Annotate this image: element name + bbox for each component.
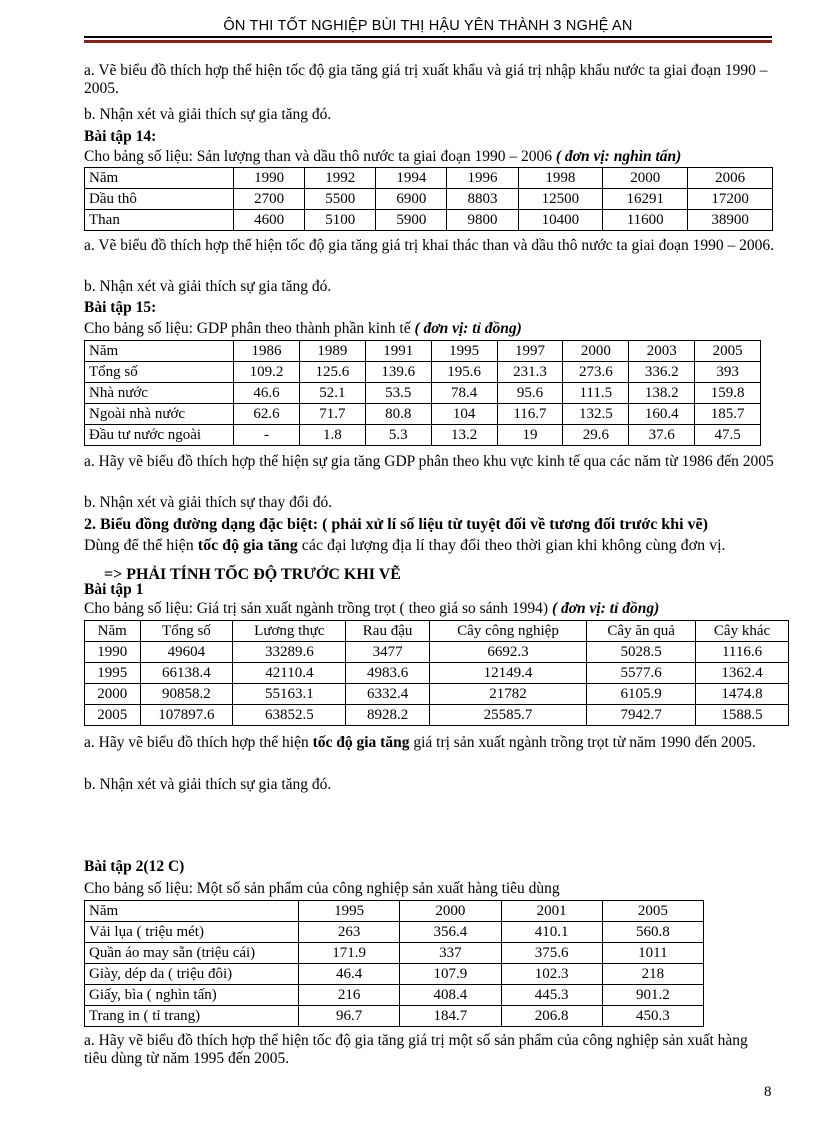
table-cell: 2005 xyxy=(85,705,141,726)
table-cell: 29.6 xyxy=(563,425,629,446)
table-cell: Quần áo may sẵn (triệu cái) xyxy=(85,943,299,964)
table-cell: 1362.4 xyxy=(696,663,789,684)
ex2-caption: Cho bảng số liệu: Một số sản phẩm của công nghiệp sản xuất hàng tiêu dùng xyxy=(84,880,560,897)
table-cell: 107897.6 xyxy=(140,705,233,726)
table-cell: 62.6 xyxy=(234,404,300,425)
table-cell: 4600 xyxy=(234,210,305,231)
table-cell: - xyxy=(234,425,300,446)
section2-desc-bold: tốc độ gia tăng xyxy=(197,537,298,554)
table-cell: 139.6 xyxy=(365,362,431,383)
table-cell: 218 xyxy=(602,964,703,985)
table-cell: 1011 xyxy=(602,943,703,964)
table-row xyxy=(85,943,704,964)
table-cell: 80.8 xyxy=(365,404,431,425)
table-cell: 78.4 xyxy=(431,383,497,404)
table-cell: 102.3 xyxy=(501,964,602,985)
table-cell: 337 xyxy=(400,943,501,964)
table-cell: 1990 xyxy=(85,642,141,663)
table-cell: 55163.1 xyxy=(233,684,346,705)
table-cell: 2000 xyxy=(563,341,629,362)
table-cell: 2000 xyxy=(400,901,501,922)
table-cell: 5100 xyxy=(305,210,376,231)
table-cell: 273.6 xyxy=(563,362,629,383)
table-cell: 185.7 xyxy=(695,404,761,425)
ex14-caption xyxy=(84,148,774,166)
table-cell: 231.3 xyxy=(497,362,563,383)
section2-arrow-note: => PHẢI TÍNH TỐC ĐỘ TRƯỚC KHI VẼ xyxy=(104,566,401,583)
ex1-title: Bài tập 1 xyxy=(84,581,144,598)
table-cell: 356.4 xyxy=(400,922,501,943)
table-row xyxy=(85,663,789,684)
table-cell: Ngoài nhà nước xyxy=(85,404,234,425)
table-cell: 1986 xyxy=(234,341,300,362)
table-row xyxy=(85,1006,704,1027)
table-row xyxy=(85,642,789,663)
table-cell: 6900 xyxy=(376,189,447,210)
ex15-caption xyxy=(84,320,774,338)
table-cell: 111.5 xyxy=(563,383,629,404)
table-cell: 445.3 xyxy=(501,985,602,1006)
table-row xyxy=(85,964,704,985)
table-cell: 1116.6 xyxy=(696,642,789,663)
table-cell: 1.8 xyxy=(299,425,365,446)
table-cell: 95.6 xyxy=(497,383,563,404)
table-cell: 195.6 xyxy=(431,362,497,383)
table-cell: 1995 xyxy=(299,901,400,922)
ex1-caption xyxy=(84,600,774,618)
table-cell: Năm xyxy=(85,621,141,642)
table-row xyxy=(85,362,761,383)
table-cell: 66138.4 xyxy=(140,663,233,684)
table-cell: 1996 xyxy=(447,168,518,189)
table-cell: Năm xyxy=(85,901,299,922)
table-cell: Than xyxy=(85,210,234,231)
table-cell: 25585.7 xyxy=(429,705,586,726)
ex2-title: Bài tập 2(12 C) xyxy=(84,858,185,875)
table-cell: 21782 xyxy=(429,684,586,705)
table-cell: 47.5 xyxy=(695,425,761,446)
ex1-task-b: b. Nhận xét và giải thích sự gia tăng đó. xyxy=(84,776,332,793)
ex15-task-a: a. Hãy vẽ biểu đồ thích hợp thể hiện sự gia tăng GDP phân theo khu vực kinh tế qua các năm từ 1986 đến 2005 xyxy=(84,453,774,470)
section2-desc-pre: Dùng để thể hiện xyxy=(84,537,198,554)
ex2-table xyxy=(84,900,704,1027)
table-cell: 71.7 xyxy=(299,404,365,425)
header-rule xyxy=(84,36,772,38)
table-cell: 1989 xyxy=(299,341,365,362)
table-cell: 8803 xyxy=(447,189,518,210)
table-cell: 1997 xyxy=(497,341,563,362)
intro-task-a: a. Vẽ biểu đồ thích hợp thể hiện tốc độ gia tăng giá trị xuất khẩu và giá trị nhập khẩu nước ta giai đoạn 1990 – 2005. xyxy=(84,62,768,97)
table-cell: 410.1 xyxy=(501,922,602,943)
table-cell: 33289.6 xyxy=(233,642,346,663)
table-cell: 1588.5 xyxy=(696,705,789,726)
table-row xyxy=(85,621,789,642)
table-cell: 42110.4 xyxy=(233,663,346,684)
table-cell: 52.1 xyxy=(299,383,365,404)
table-cell: 216 xyxy=(299,985,400,1006)
section2-heading: 2. Biểu đồng đường dạng đặc biệt: ( phải xử lí số liệu từ tuyệt đối về tương đối trước khi vẽ) xyxy=(84,516,708,533)
ex1-task-a-pre: a. Hãy vẽ biểu đồ thích hợp thể hiện xyxy=(84,734,313,751)
table-cell: 6332.4 xyxy=(346,684,429,705)
table-cell: 171.9 xyxy=(299,943,400,964)
ex15-task-b: b. Nhận xét và giải thích sự thay đổi đó. xyxy=(84,494,333,511)
table-cell: 1994 xyxy=(376,168,447,189)
table-row xyxy=(85,705,789,726)
ex14-task-a: a. Vẽ biểu đồ thích hợp thể hiện tốc độ gia tăng giá trị khai thác than và dầu thô nước ta giai đoạn 1990 – 2006. xyxy=(84,237,774,254)
table-cell: 53.5 xyxy=(365,383,431,404)
table-cell: 2000 xyxy=(603,168,688,189)
table-cell: Giấy, bìa ( nghìn tấn) xyxy=(85,985,299,1006)
table-cell: Dầu thô xyxy=(85,189,234,210)
table-cell: 263 xyxy=(299,922,400,943)
table-cell: 206.8 xyxy=(501,1006,602,1027)
table-cell: 10400 xyxy=(518,210,603,231)
table-cell: 1991 xyxy=(365,341,431,362)
ex1-task-a-post: giá trị sản xuất ngành trồng trọt từ năm 1990 đến 2005. xyxy=(409,734,756,751)
table-cell: 6105.9 xyxy=(587,684,696,705)
table-cell: 159.8 xyxy=(695,383,761,404)
table-cell: 104 xyxy=(431,404,497,425)
table-row xyxy=(85,210,773,231)
table-cell: Trang in ( tỉ trang) xyxy=(85,1006,299,1027)
table-cell: Cây công nghiệp xyxy=(429,621,586,642)
table-cell: 393 xyxy=(695,362,761,383)
table-cell: 116.7 xyxy=(497,404,563,425)
ex1-task-a xyxy=(84,734,774,752)
ex14-title: Bài tập 14: xyxy=(84,128,157,145)
ex14-task-b: b. Nhận xét và giải thích sự gia tăng đó. xyxy=(84,278,332,295)
page-number: 8 xyxy=(764,1084,772,1100)
table-cell: 19 xyxy=(497,425,563,446)
table-cell: 7942.7 xyxy=(587,705,696,726)
table-cell: 2000 xyxy=(85,684,141,705)
table-cell: 109.2 xyxy=(234,362,300,383)
table-row xyxy=(85,901,704,922)
table-cell: 37.6 xyxy=(629,425,695,446)
ex15-table xyxy=(84,340,761,446)
table-cell: 2003 xyxy=(629,341,695,362)
table-row xyxy=(85,425,761,446)
ex1-unit: ( đơn vị: tỉ đồng) xyxy=(551,600,660,617)
table-cell: Tổng số xyxy=(140,621,233,642)
table-cell: 184.7 xyxy=(400,1006,501,1027)
ex2-task-a: a. Hãy vẽ biểu đồ thích hợp thể hiện tốc độ gia tăng giá trị một số sản phẩm của công nghiệp sản xuất hàng tiêu dùng từ năm 1995 đến 2005. xyxy=(84,1032,748,1067)
section2-desc xyxy=(84,537,774,555)
table-cell: Nhà nước xyxy=(85,383,234,404)
header-rule-accent xyxy=(84,40,772,43)
table-cell: 1998 xyxy=(518,168,603,189)
table-cell: 5900 xyxy=(376,210,447,231)
table-cell: Rau đậu xyxy=(346,621,429,642)
table-cell: 5577.6 xyxy=(587,663,696,684)
ex14-unit: ( đơn vị: nghìn tấn) xyxy=(555,148,682,165)
table-cell: 560.8 xyxy=(602,922,703,943)
table-cell: 375.6 xyxy=(501,943,602,964)
table-cell: 2005 xyxy=(695,341,761,362)
table-cell: Cây khác xyxy=(696,621,789,642)
table-cell: 138.2 xyxy=(629,383,695,404)
table-cell: Cây ăn quả xyxy=(587,621,696,642)
table-cell: 408.4 xyxy=(400,985,501,1006)
ex15-caption-text: Cho bảng số liệu: GDP phân theo thành phần kinh tế xyxy=(84,320,415,337)
table-cell: Giày, dép da ( triệu đôi) xyxy=(85,964,299,985)
section2-desc-post: các đại lượng địa lí thay đổi theo thời gian khi không cùng đơn vị. xyxy=(297,537,726,554)
table-cell: 132.5 xyxy=(563,404,629,425)
table-cell: Năm xyxy=(85,341,234,362)
ex1-caption-text: Cho bảng số liệu: Giá trị sản xuất ngành trồng trọt ( theo giá so sánh 1994) xyxy=(84,600,552,617)
table-row xyxy=(85,189,773,210)
table-cell: 12149.4 xyxy=(429,663,586,684)
ex14-table xyxy=(84,167,773,231)
table-cell: 1995 xyxy=(431,341,497,362)
table-cell: 5.3 xyxy=(365,425,431,446)
table-cell: 1474.8 xyxy=(696,684,789,705)
table-cell: 2700 xyxy=(234,189,305,210)
table-cell: Lương thực xyxy=(233,621,346,642)
table-cell: 2001 xyxy=(501,901,602,922)
table-cell: Năm xyxy=(85,168,234,189)
table-cell: 12500 xyxy=(518,189,603,210)
table-cell: 9800 xyxy=(447,210,518,231)
table-cell: 901.2 xyxy=(602,985,703,1006)
table-cell: 16291 xyxy=(603,189,688,210)
table-cell: 96.7 xyxy=(299,1006,400,1027)
table-cell: 6692.3 xyxy=(429,642,586,663)
table-cell: 46.4 xyxy=(299,964,400,985)
ex15-unit: ( đơn vị: tỉ đồng) xyxy=(414,320,522,337)
intro-task-b: b. Nhận xét và giải thích sự gia tăng đó. xyxy=(84,106,332,123)
table-cell: 1992 xyxy=(305,168,376,189)
page-header: ÔN THI TỐT NGHIỆP BÙI THỊ HẬU YÊN THÀNH 3 NGHỆ AN xyxy=(223,18,633,34)
table-row xyxy=(85,922,704,943)
table-cell: 160.4 xyxy=(629,404,695,425)
table-cell: Đầu tư nước ngoài xyxy=(85,425,234,446)
table-row xyxy=(85,404,761,425)
table-cell: Tổng số xyxy=(85,362,234,383)
table-cell: 4983.6 xyxy=(346,663,429,684)
table-cell: 107.9 xyxy=(400,964,501,985)
table-cell: 63852.5 xyxy=(233,705,346,726)
table-cell: 3477 xyxy=(346,642,429,663)
ex15-title: Bài tập 15: xyxy=(84,299,157,316)
table-cell: 49604 xyxy=(140,642,233,663)
table-cell: 2006 xyxy=(688,168,773,189)
ex1-table xyxy=(84,620,789,726)
table-row xyxy=(85,168,773,189)
table-row xyxy=(85,341,761,362)
table-cell: 38900 xyxy=(688,210,773,231)
table-row xyxy=(85,383,761,404)
table-cell: 1995 xyxy=(85,663,141,684)
table-cell: 8928.2 xyxy=(346,705,429,726)
table-cell: 2005 xyxy=(602,901,703,922)
table-cell: 5028.5 xyxy=(587,642,696,663)
table-cell: 17200 xyxy=(688,189,773,210)
table-cell: 11600 xyxy=(603,210,688,231)
table-cell: 46.6 xyxy=(234,383,300,404)
ex14-caption-text: Cho bảng số liệu: Sản lượng than và dầu thô nước ta giai đoạn 1990 – 2006 xyxy=(84,148,556,165)
table-cell: 90858.2 xyxy=(140,684,233,705)
table-cell: 336.2 xyxy=(629,362,695,383)
table-cell: 5500 xyxy=(305,189,376,210)
table-cell: Vải lụa ( triệu mét) xyxy=(85,922,299,943)
table-cell: 450.3 xyxy=(602,1006,703,1027)
table-cell: 125.6 xyxy=(299,362,365,383)
table-cell: 1990 xyxy=(234,168,305,189)
table-row xyxy=(85,985,704,1006)
ex1-task-a-bold: tốc độ gia tăng xyxy=(312,734,410,751)
table-row xyxy=(85,684,789,705)
table-cell: 13.2 xyxy=(431,425,497,446)
